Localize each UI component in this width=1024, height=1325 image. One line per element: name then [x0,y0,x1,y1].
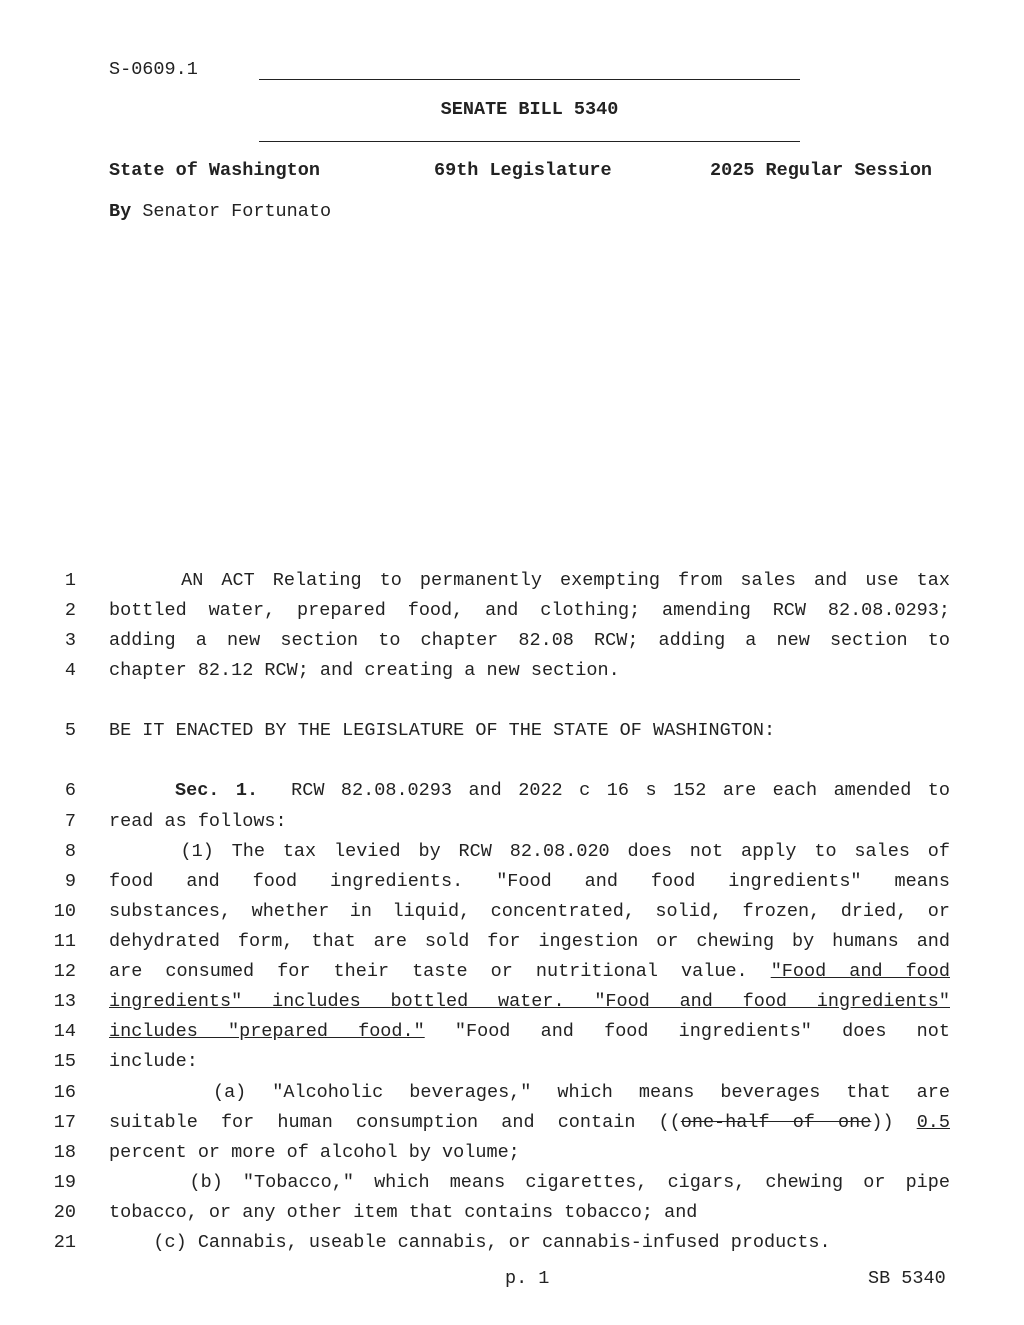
bill-text-line [109,630,950,651]
line-number: 20 [53,1202,76,1223]
bill-text-line [109,1112,950,1133]
text-run: one-half of one [680,1112,872,1133]
line-number: 10 [53,901,76,922]
bill-text-line [109,570,950,591]
bill-text-line [109,1051,950,1072]
line-number: 12 [53,961,76,982]
bill-text-line [109,1202,950,1223]
bill-text-line [109,1232,950,1253]
title-rule [259,141,800,142]
bill-text-line [109,961,950,982]
text-run: adding a new section to chapter 82.08 RCW; adding a new section to [109,630,950,651]
text-run: tobacco, or any other item that contains tobacco; and [109,1202,698,1223]
text-run: food and food ingredients. "Food and food ingredients" means [109,871,950,892]
text-run: (1) The tax levied by RCW 82.08.020 does not apply to sales of [109,841,950,862]
text-run: RCW 82.08.0293 and 2022 c 16 s 152 are each amended to [258,780,950,801]
text-run: are consumed for their taste or nutritional value. [109,961,771,982]
bill-text-line [109,780,950,801]
text-run: )) [871,1112,917,1133]
line-number: 6 [64,780,76,801]
bill-text-line [109,720,950,741]
line-number: 2 [64,600,76,621]
text-run: includes "prepared food." [109,1021,425,1042]
bill-text-line [109,811,950,832]
state-name: State of Washington [109,160,320,181]
text-run: BE IT ENACTED BY THE LEGISLATURE OF THE STATE OF WASHINGTON: [109,720,776,741]
text-run: ingredients" includes bottled water. "Food and food ingredients" [109,991,950,1012]
text-run: include: [109,1051,198,1072]
text-run: dehydrated form, that are sold for ingestion or chewing by humans and [109,931,950,952]
text-run: chapter 82.12 RCW; and creating a new section. [109,660,620,681]
line-number: 5 [64,720,76,741]
text-run: bottled water, prepared food, and clothing; amending RCW 82.08.0293; [109,600,950,621]
text-run: (a) "Alcoholic beverages," which means beverages that are [109,1082,950,1103]
line-number: 16 [53,1082,76,1103]
session: 2025 Regular Session [710,160,933,181]
bill-text-line [109,1021,950,1042]
page-number: p. 1 [505,1268,550,1289]
top-rule [259,79,800,80]
text-run: suitable for human consumption and contain (( [109,1112,681,1133]
bill-text-line [109,1082,950,1103]
bill-text-line [109,991,950,1012]
bill-text-line [109,901,950,922]
sponsor-line [109,201,331,222]
text-run: "Food and food ingredients" does not [424,1021,950,1042]
line-number: 11 [53,931,76,952]
by-label: By [109,201,132,222]
line-number: 9 [64,871,76,892]
text-run [109,780,175,801]
bill-text-line [109,871,950,892]
bill-text-line [109,1172,950,1193]
bill-text-line [109,931,950,952]
legislature: 69th Legislature [434,160,612,181]
line-number: 8 [64,841,76,862]
text-run: (c) Cannabis, useable cannabis, or cannabis-infused products. [109,1232,831,1253]
text-run: "Food and food [770,961,950,982]
text-run: (b) "Tobacco," which means cigarettes, cigars, chewing or pipe [109,1172,950,1193]
line-number: 18 [53,1142,76,1163]
bill-title: SENATE BILL 5340 [440,99,619,120]
bill-text-line [109,600,950,621]
text-run: 0.5 [916,1112,950,1133]
text-run: read as follows: [109,811,287,832]
line-number: 19 [53,1172,76,1193]
line-number: 17 [53,1112,76,1133]
text-run: substances, whether in liquid, concentrated, solid, frozen, dried, or [109,901,950,922]
sponsor-name: Senator Fortunato [142,201,332,222]
line-number: 4 [64,660,76,681]
line-number: 13 [53,991,76,1012]
footer-bill-ref: SB 5340 [868,1268,946,1289]
line-number: 21 [53,1232,76,1253]
line-number: 15 [53,1051,76,1072]
text-run: Sec. 1. [175,780,259,801]
line-number: 14 [53,1021,76,1042]
text-run: AN ACT Relating to permanently exempting from sales and use tax [109,570,950,591]
text-run: percent or more of alcohol by volume; [109,1142,520,1163]
bill-text-line [109,660,950,681]
line-number: 3 [64,630,76,651]
bill-text-line [109,841,950,862]
bill-text-line [109,1142,950,1163]
document-id: S-0609.1 [109,59,198,80]
line-number: 1 [64,570,76,591]
line-number: 7 [64,811,76,832]
